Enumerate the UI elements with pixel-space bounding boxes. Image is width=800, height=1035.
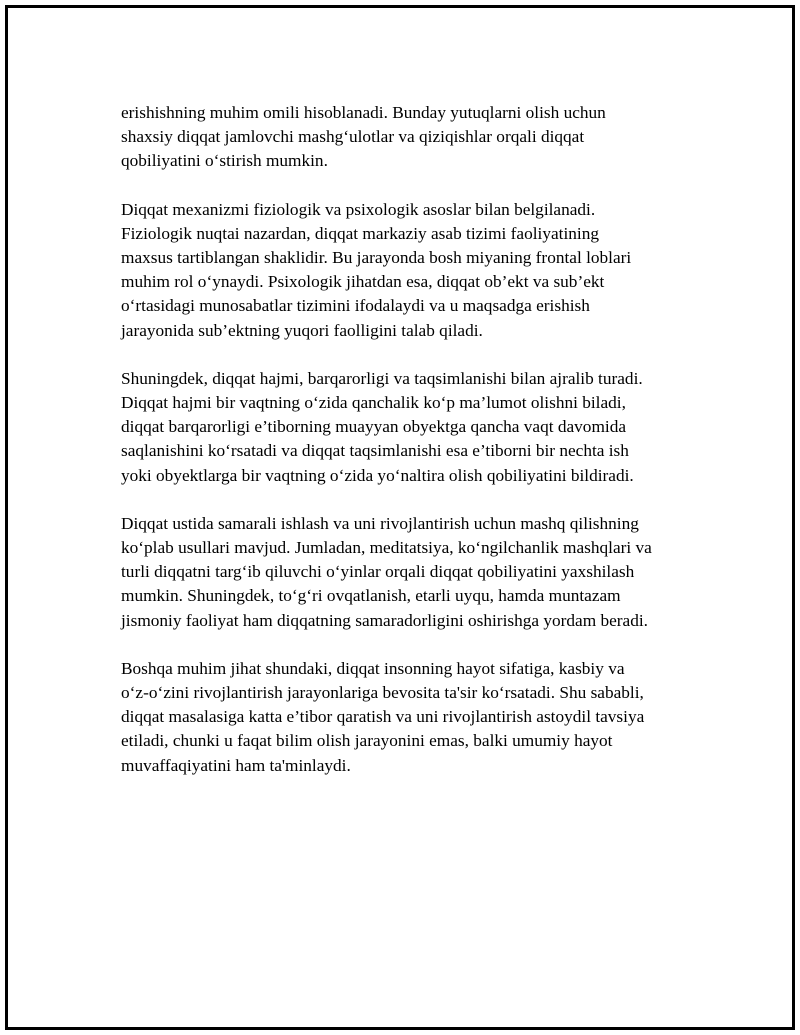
text-line: diqqat masalasiga katta e’tibor qaratish va uni rivojlantirish astoydil tavsiya — [121, 707, 645, 727]
text-line: qobiliyatini o‘stirish mumkin. — [121, 151, 328, 171]
document-body — [121, 101, 696, 802]
text-line: etiladi, chunki u faqat bilim olish jarayonini emas, balki umumiy hayot — [121, 731, 613, 751]
text-line: muhim rol o‘ynaydi. Psixologik jihatdan esa, diqqat ob’ekt va sub’ekt — [121, 272, 605, 292]
text-line: Shuningdek, diqqat hajmi, barqarorligi va taqsimlanishi bilan ajralib turadi. — [121, 368, 643, 388]
text-line: Diqqat hajmi bir vaqtning o‘zida qanchalik ko‘p ma’lumot olishni biladi, — [121, 393, 626, 413]
text-line: Fiziologik nuqtai nazardan, diqqat markaziy asab tizimi faoliyatining — [121, 223, 599, 243]
text-line: erishishning muhim omili hisoblanadi. Bunday yutuqlarni olish uchun — [121, 103, 606, 122]
text-line: jismoniy faoliyat ham diqqatning samaradorligini oshirishga yordam beradi. — [121, 610, 648, 630]
text-line: muvaffaqiyatini ham ta'minlaydi. — [121, 755, 351, 775]
text-line: jarayonida sub’ektning yuqori faolligini talab qiladi. — [121, 320, 483, 340]
text-line: o‘rtasidagi munosabatlar tizimini ifodalaydi va u maqsadga erishish — [121, 296, 590, 316]
text-line: Diqqat ustida samarali ishlash va uni rivojlantirish uchun mashq qilishning — [121, 513, 639, 533]
text-line: shaxsiy diqqat jamlovchi mashg‘ulotlar va qiziqishlar orqali diqqat — [121, 127, 585, 147]
text-line: maxsus tartiblangan shaklidir. Bu jarayonda bosh miyaning frontal loblari — [121, 248, 632, 268]
paragraph-4 — [121, 512, 696, 633]
text-line: Boshqa muhim jihat shundaki, diqqat insonning hayot sifatiga, kasbiy va — [121, 658, 625, 678]
text-line: mumkin. Shuningdek, to‘g‘ri ovqatlanish, etarli uyqu, hamda muntazam — [121, 586, 621, 606]
paragraph-3 — [121, 367, 696, 488]
text-line: o‘z-o‘zini rivojlantirish jarayonlariga bevosita ta'sir ko‘rsatadi. Shu sababli, — [121, 683, 644, 703]
text-line: Diqqat mexanizmi fiziologik va psixologik asoslar bilan belgilanadi. — [121, 199, 596, 219]
document-page — [5, 5, 795, 1030]
text-line: diqqat barqarorligi e’tiborning muayyan obyektga qancha vaqt davomida — [121, 417, 627, 437]
paragraph-2 — [121, 198, 696, 343]
text-line: yoki obyektlarga bir vaqtning o‘zida yo‘naltira olish qobiliyatini bildiradi. — [121, 465, 634, 485]
paragraph-5 — [121, 657, 696, 778]
text-line: turli diqqatni targ‘ib qiluvchi o‘yinlar orqali diqqat qobiliyatini yaxshilash — [121, 562, 635, 582]
paragraph-1 — [121, 101, 696, 174]
text-line: saqlanishini ko‘rsatadi va diqqat taqsimlanishi esa e’tiborni bir nechta ish — [121, 441, 629, 461]
text-line: ko‘plab usullari mavjud. Jumladan, meditatsiya, ko‘ngilchanlik mashqlari va — [121, 538, 652, 558]
